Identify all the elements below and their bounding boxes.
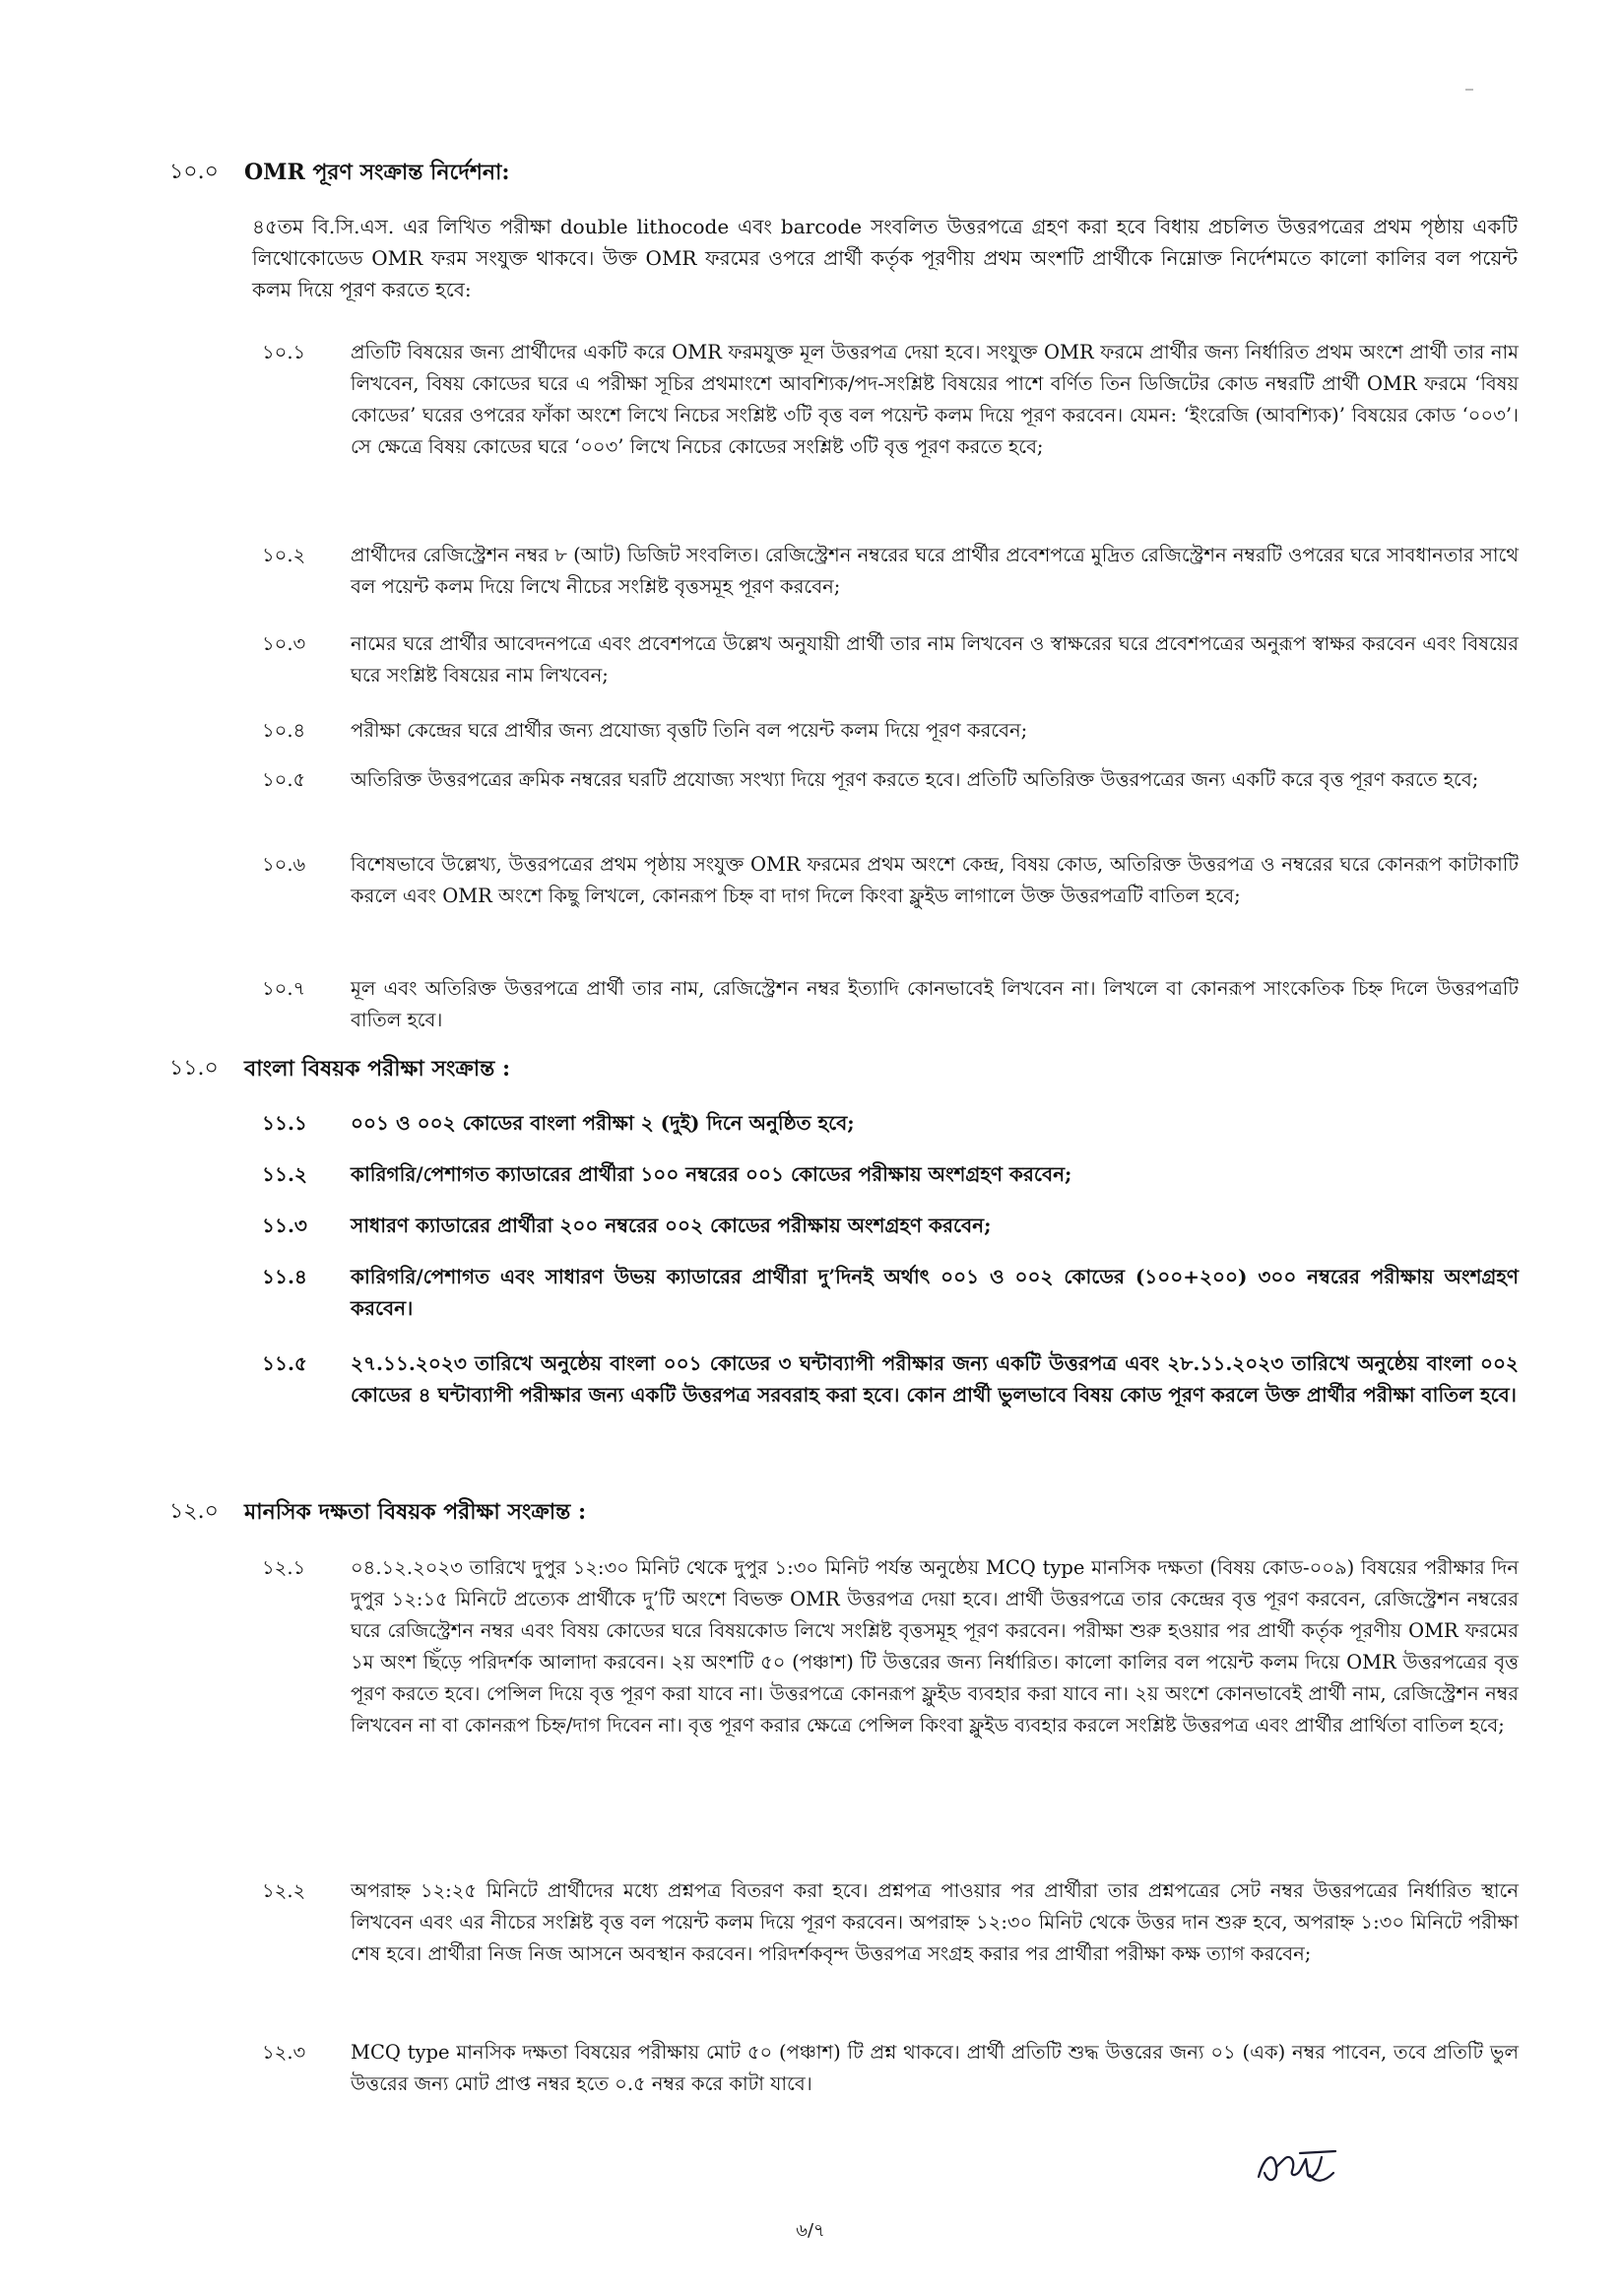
list-item: [262, 337, 1519, 463]
item-number: ১২.১: [262, 1556, 306, 1579]
item-number: ১১.২: [262, 1162, 307, 1186]
item-number: ১০.৪: [262, 719, 306, 742]
item-text: অতিরিক্ত উত্তরপত্রের ক্রমিক নম্বরের ঘরটি প্রযোজ্য সংখ্যা দিয়ে পূরণ করতে হবে। প্রতিটি অতিরিক্ত উত্তরপত্রের জন্য একটি করে বৃত্ত পূরণ করতে হবে;: [351, 768, 1479, 791]
item-number: ১১.৩: [262, 1214, 307, 1237]
list-item: [262, 1210, 1519, 1241]
item-text: অপরাহ্ন ১২:২৫ মিনিটে প্রার্থীদের মধ্যে প্রশ্নপত্র বিতরণ করা হবে। প্রশ্নপত্র পাওয়ার পর প্রার্থীরা তার প্রশ্নপত্রের সেট নম্বর উত্তরপত্রের নির্ধারিত স্থানে লিখবেন এবং এর নীচের সংশ্লিষ্ট বৃত্ত বল পয়েন্ট কলম দিয়ে পূরণ করবেন। অপরাহ্ন ১২:৩০ মিনিট থেকে উত্তর দান শুরু হবে, অপরাহ্ন ১:৩০ মিনিটে পরীক্ষা শেষ হবে। প্রার্থীরা নিজ নিজ আসনে অবস্থান করবেন। পরিদর্শকবৃন্দ উত্তরপত্র সংগ্রহ করার পর প্রার্থীরা পরীক্ষা কক্ষ ত্যাগ করবেন;: [351, 1879, 1519, 1965]
item-number: ১২.২: [262, 1879, 306, 1902]
item-text: নামের ঘরে প্রার্থীর আবেদনপত্রে এবং প্রবেশপত্রে উল্লেখ অনুযায়ী প্রার্থী তার নাম লিখবেন ও স্বাক্ষরের ঘরে প্রবেশপত্রের অনুরূপ স্বাক্ষর করবেন এবং বিষয়ের ঘরে সংশ্লিষ্ট বিষয়ের নাম লিখবেন;: [351, 632, 1519, 687]
page-number: ৬/৭: [796, 2220, 825, 2241]
item-text: সাধারণ ক্যাডারের প্রার্থীরা ২০০ নম্বরের ০০২ কোডের পরীক্ষায় অংশগ্রহণ করবেন;: [351, 1214, 992, 1237]
list-item: [262, 1875, 1519, 1970]
section-title: OMR পূরণ সংক্রান্ত নির্দেশনা:: [244, 160, 510, 185]
item-number: ১০.৫: [262, 768, 306, 791]
list-item: [262, 1107, 1519, 1139]
list-item: [262, 849, 1519, 912]
item-text: মূল এবং অতিরিক্ত উত্তরপত্রে প্রার্থী তার নাম, রেজিস্ট্রেশন নম্বর ইত্যাদি কোনভাবেই লিখবেন না। লিখলে বা কোনরূপ সাংকেতিক চিহ্ন দিলে উত্তরপত্রটি বাতিল হবে।: [351, 977, 1519, 1031]
list-item: [262, 715, 1519, 747]
item-number: ১০.৩: [262, 632, 306, 655]
item-number: ১২.৩: [262, 2041, 306, 2064]
list-item: [262, 764, 1519, 796]
corner-mark: [1465, 89, 1473, 91]
item-number: ১০.১: [262, 341, 306, 363]
item-number: ১১.৪: [262, 1265, 307, 1288]
list-item: [262, 2037, 1519, 2100]
item-number: ১০.২: [262, 544, 306, 566]
item-text: কারিগরি/পেশাগত ক্যাডারের প্রার্থীরা ১০০ নম্বরের ০০১ কোডের পরীক্ষায় অংশগ্রহণ করবেন;: [351, 1162, 1072, 1186]
section-intro: ৪৫তম বি.সি.এস. এর লিখিত পরীক্ষা double lithocode এবং barcode সংবলিত উত্তরপত্রে গ্রহণ করা হবে বিধায় প্রচলিত উত্তরপত্রের প্রথম পৃষ্ঠায় একটি লিথোকোডেড OMR ফরম সংযুক্ত থাকবে। উক্ত OMR ফরমের ওপরে প্রার্থী কর্তৃক পূরণীয় প্রথম অংশটি প্রার্থীকে নিম্নোক্ত নির্দেশমতে কালো কালির বল পয়েন্ট কলম দিয়ে পূরণ করতে হবে:: [252, 215, 1518, 301]
item-text: ০০১ ও ০০২ কোডের বাংলা পরীক্ষা ২ (দুই) দিনে অনুষ্ঠিত হবে;: [351, 1111, 855, 1135]
item-text: পরীক্ষা কেন্দ্রের ঘরে প্রার্থীর জন্য প্রযোজ্য বৃত্তটি তিনি বল পয়েন্ট কলম দিয়ে পূরণ করবেন;: [351, 719, 1028, 742]
item-number: ১০.৬: [262, 853, 306, 876]
item-text: কারিগরি/পেশাগত এবং সাধারণ উভয় ক্যাডারের প্রার্থীরা দু’দিনই অর্থাৎ ০০১ ও ০০২ কোডের (১০০+২০০) ৩০০ নম্বরের পরীক্ষায় অংশগ্রহণ করবেন।: [351, 1265, 1519, 1320]
item-number: ১১.১: [262, 1111, 307, 1135]
list-item: [262, 1261, 1519, 1324]
list-item: [262, 1158, 1519, 1190]
item-text: ২৭.১১.২০২৩ তারিখে অনুষ্ঠেয় বাংলা ০০১ কোডের ৩ ঘন্টাব্যাপী পরীক্ষার জন্য একটি উত্তরপত্র এবং ২৮.১১.২০২৩ তারিখে অনুষ্ঠেয় বাংলা ০০২ কোডের ৪ ঘন্টাব্যাপী পরীক্ষার জন্য একটি উত্তরপত্র সরবরাহ করা হবে। কোন প্রার্থী ভুলভাবে বিষয় কোড পূরণ করলে উক্ত প্রার্থীর পরীক্ষা বাতিল হবে।: [351, 1351, 1519, 1407]
list-item: [262, 973, 1519, 1036]
section-number: ১২.০: [169, 1499, 219, 1524]
signature: [1251, 2137, 1339, 2197]
list-item: [262, 540, 1519, 603]
section-number: ১১.০: [169, 1056, 219, 1081]
item-text: MCQ type মানসিক দক্ষতা বিষয়ের পরীক্ষায় মোট ৫০ (পঞ্চাশ) টি প্রশ্ন থাকবে। প্রার্থী প্রতিটি শুদ্ধ উত্তরের জন্য ০১ (এক) নম্বর পাবেন, তবে প্রতিটি ভুল উত্তরের জন্য মোট প্রাপ্ত নম্বর হতে ০.৫ নম্বর করে কাটা যাবে।: [351, 2041, 1519, 2095]
list-item: [262, 1552, 1519, 1741]
list-item: [262, 1347, 1519, 1410]
item-number: ১১.৫: [262, 1351, 307, 1375]
item-text: প্রতিটি বিষয়ের জন্য প্রার্থীদের একটি করে OMR ফরমযুক্ত মূল উত্তরপত্র দেয়া হবে। সংযুক্ত OMR ফরমে প্রার্থীর জন্য নির্ধারিত প্রথম অংশে প্রার্থী তার নাম লিখবেন, বিষয় কোডের ঘরে এ পরীক্ষা সূচির প্রথমাংশে আবশ্যিক/পদ-সংশ্লিষ্ট বিষয়ের পাশে বর্ণিত তিন ডিজিটের কোড নম্বরটি প্রার্থী OMR ফরমে ‘বিষয় কোডের’ ঘরের ওপরের ফাঁকা অংশে লিখে নিচের সংশ্লিষ্ট ৩টি বৃত্ত বল পয়েন্ট কলম দিয়ে পূরণ করবেন। যেমন: ‘ইংরেজি (আবশ্যিক)’ বিষয়ের কোড ‘০০৩’। সে ক্ষেত্রে বিষয় কোডের ঘরে ‘০০৩’ লিখে নিচের কোডের সংশ্লিষ্ট ৩টি বৃত্ত পূরণ করতে হবে;: [351, 341, 1519, 458]
item-text: বিশেষভাবে উল্লেখ্য, উত্তরপত্রের প্রথম পৃষ্ঠায় সংযুক্ত OMR ফরমের প্রথম অংশে কেন্দ্র, বিষয় কোড, অতিরিক্ত উত্তরপত্র ও নম্বরের ঘরে কোনরূপ কাটাকাটি করলে এবং OMR অংশে কিছু লিখলে, কোনরূপ চিহ্ন বা দাগ দিলে কিংবা ফ্লুইড লাগালে উক্ত উত্তরপত্রটি বাতিল হবে;: [351, 853, 1519, 907]
section-title: মানসিক দক্ষতা বিষয়ক পরীক্ষা সংক্রান্ত :: [244, 1499, 587, 1525]
list-item: [262, 628, 1519, 691]
item-number: ১০.৭: [262, 977, 306, 1000]
item-text: প্রার্থীদের রেজিস্ট্রেশন নম্বর ৮ (আট) ডিজিট সংবলিত। রেজিস্ট্রেশন নম্বরের ঘরে প্রার্থীর প্রবেশপত্রে মুদ্রিত রেজিস্ট্রেশন নম্বরটি ওপরের ঘরে সাবধানতার সাথে বল পয়েন্ট কলম দিয়ে লিখে নীচের সংশ্লিষ্ট বৃত্তসমূহ পূরণ করবেন;: [351, 544, 1519, 598]
item-text: ০৪.১২.২০২৩ তারিখে দুপুর ১২:৩০ মিনিট থেকে দুপুর ১:৩০ মিনিট পর্যন্ত অনুষ্ঠেয় MCQ type মানসিক দক্ষতা (বিষয় কোড-০০৯) বিষয়ের পরীক্ষার দিন দুপুর ১২:১৫ মিনিটে প্রত্যেক প্রার্থীকে দু’টি অংশে বিভক্ত OMR উত্তরপত্র দেয়া হবে। প্রার্থী উত্তরপত্রে তার কেন্দ্রের বৃত্ত পূরণ করবেন, রেজিস্ট্রেশন নম্বরের ঘরে রেজিস্ট্রেশন নম্বর এবং বিষয় কোডের ঘরে বিষয়কোড লিখে সংশ্লিষ্ট বৃত্তসমূহ পূরণ করবেন। পরীক্ষা শুরু হওয়ার পর প্রার্থী কর্তৃক পূরণীয় OMR ফরমের ১ম অংশ ছিঁড়ে পরিদর্শক আলাদা করবেন। ২য় অংশটি ৫০ (পঞ্চাশ) টি উত্তরের জন্য নির্ধারিত। কালো কালির বল পয়েন্ট কলম দিয়ে OMR উত্তরপত্রের বৃত্ত পূরণ করতে হবে। পেন্সিল দিয়ে বৃত্ত পূরণ করা যাবে না। উত্তরপত্রে কোনরূপ ফ্লুইড ব্যবহার করা যাবে না। ২য় অংশে কোনভাবেই প্রার্থী নাম, রেজিস্ট্রেশন নম্বর লিখবেন না বা কোনরূপ চিহ্ন/দাগ দিবেন না। বৃত্ত পূরণ করার ক্ষেত্রে পেন্সিল কিংবা ফ্লুইড ব্যবহার করলে সংশ্লিষ্ট উত্তরপত্র এবং প্রার্থীর প্রার্থিতা বাতিল হবে;: [351, 1556, 1519, 1737]
section-number: ১০.০: [169, 160, 219, 184]
section-title: বাংলা বিষয়ক পরীক্ষা সংক্রান্ত :: [244, 1056, 511, 1082]
